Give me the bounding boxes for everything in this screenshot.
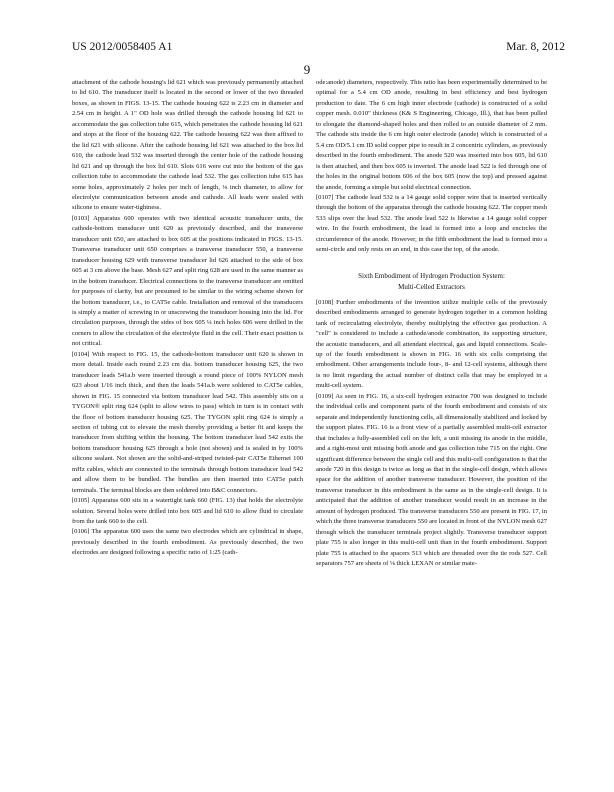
section-heading-line2: Multi-Celled Extractors — [398, 282, 465, 291]
paragraph-0108: [0108] Further embodiments of the invention utilize multiple cells of the previously described embodiments arranged to generate hydrogen together in a common holding tank of recirculating electrolyte, thereby multiplying the effective gas production. A "cell" is considered to include a cathode/anode combination, its supporting structure, the acoustic transducers, and all attendant electrical, gas and liquid connections. Scale-up of the fourth embodiment is shown in FIG. 16 with six cells comprising the embodiment. Other arrangements include four-, 8- and 12-cell systems, although there is no limit regarding the actual number of distinct cells that may be employed in a multi-cell system. — [316, 298, 547, 390]
paragraph-0105: [0105] Apparatus 600 sits in a watertight tank 660 (FIG. 13) that holds the electrolyte solution. Several holes were drilled into box 605 and lid 610 to allow fluid to circulate from the tank 660 to the cell. — [72, 497, 303, 526]
patent-number: US 2012/0058405 A1 — [72, 41, 173, 53]
paragraph-0109: [0109] As seen in FIG. 16, a six-cell hydrogen extractor 700 was designed to include the individual cells and component parts of the fourth embodiment and consists of six separate and independently functioning cells, all dimensionally stabilized and locked by the support plates. FIG. 16 is a front view of a partially assembled multi-cell extractor that includes a fully-assembled cell on the left, a unit missing its anode in the middle, and a right-most unit missing both anode and gas collection tube 715 on the right. One significant difference between the single cell and this multi-cell configuration is that the anode 720 in this design is twice as long as that in the single-cell design, which allows space for the addition of another transverse transducer. However, the position of the transverse transducer in this embodiment is the same as in the single-cell design. It is anticipated that the addition of another transducer would result in an increase in the amount of hydrogen produced. The transverse transducers 550 are present in FIG. 17, in which the three transverse transducers 550 are located in front of the NYLON mesh 627 through which the transducer terminals project slightly. Transverse transducer support plate 755 is also longer in this multi-cell unit than in the fourth embodiment. Support plate 755 is attached to the spacers 513 which are threaded over the tie rods 527. Cell separators 757 are sheets of ⅛ thick LEXAN or similar mate- — [316, 392, 547, 568]
left-column — [72, 78, 303, 559]
section-heading-line1: Sixth Embodiment of Hydrogen Production System: — [358, 271, 505, 280]
paragraph-0107: [0107] The cathode lead 532 is a 14 gauge solid copper wire that is inserted vertically through the bottom of the apparatus through the cathode housing 622. The copper mesh 533 slips over the lead 532. The anode lead 522 is likewise a 14 gauge solid copper wire. In the fourth embodiment, the lead is formed into a loop and encircles the circumference of the anode. However, in the fifth embodiment the lead is formed into a semi-circle and only rests on an end, in this case the top, of the anode. — [316, 193, 547, 254]
paragraph-0104: [0104] With respect to FIG. 15, the cathode-bottom transducer unit 620 is shown in more detail. Inside each round 2.23 cm dia. bottom transducer housing 625, the two transducer leads 541a.b were inserted through a round piece of 100% NYLON mesh 623 about 1/16 inch thick, and then the leads 541a.b were soldered to CAT5e cables, shown in FIG. 15 connected via bottom transducer lead 542. This assembly sits on a TYGON® split ring 624 (split to allow wires to pass) which in turn is in contact with the floor of bottom transducer housing 625. The TYGON split ring 624 is simply a section of tubing cut to elevate the mesh thereby providing a better fit and keeps the transducer from shifting within the housing. The bottom transducer lead 542 exits the bottom transducer housing 625 through a hole (not shown) and is sealed in by 100% silicone sealant. Not shown are the solid-and-striped twisted-pair CAT5e Ethernet 100 mHz cables, which are connected to the terminals through bottom transducer lead 542 and allow them to be bundled. The bundles are then inserted into CAT5e patch terminals. The terminal blocks are then soldered into B&C connectors. — [72, 350, 303, 494]
page-number: 9 — [303, 62, 311, 77]
paragraph-0103: [0103] Apparatus 600 operates with two identical acoustic transducer units, the cathode-bottom transducer unit 620 as previously described, and the transverse transducer unit 650, are attached to box 605 at the positions indicated in FIGS. 13-15. Transverse transducer unit 650 comprises a transverse transducer 550, a transverse transducer housing 629 with transverse transducer lid 626 attached to the side of box 605 at 3 cm above the base. Mesh 627 and split ring 628 are used in the same manner as in the bottom transducer. Electrical connections to the transverse transducer are omitted for purposes of clarity, but are presumed to be similar to the wiring scheme shown for the bottom transducer, i.e., to CAT5e cable. Installation and removal of the transducers is simply a matter of screwing in or unscrewing the transducer housing into the lid. For circulation purposes, through the sides of box 605 ¼ inch holes 606 were drilled in the corners to allow the circulation of the electrolyte fluid in the cell. Their exact position is not critical. — [72, 214, 303, 348]
publication-date: Mar. 8, 2012 — [506, 41, 565, 53]
right-column — [316, 78, 547, 569]
paragraph-continuation: attachment of the cathode housing's lid 621 which was previously permanently attached to lid 610. The transducer itself is located in the second or lower of the two threaded boxes, as shown in FIGS. 13-15. The cathode housing 622 is 2.23 cm in diameter and 2.54 cm in height. A 1" OD hole was drilled through the cathode housing lid 621 to accommodate the gas collection tube 615, which penetrates the cathode housing lid 621 and stops at the floor of the housing 622. The cathode housing 622 was then affixed to the lid 621 with silicone. After the cathode housing lid 621 was attached to the box lid 610, the cathode lead 532 was inserted through the center hole of the cathode housing lid 621 and up through the box lid 610. Slots 616 were cut into the bottom of the gas collection tube to accommodate the cathode lead 532. The gas collection tube 615 has some holes, approximately 2 holes per inch of length, ⅛ inch diameter, to allow for electrolyte communication between anode and cathode. All leads were sealed with silicone to ensure water-tightness. — [72, 79, 303, 212]
paragraph-continuation-right: ode:anode) diameters, respectively. This ratio has been experimentally determined to be optimal for a 5.4 cm OD anode, resulting in best efficiency and best hydrogen production to date. The 6 cm high inner electrode (cathode) is constructed of a solid copper mesh. 0.010" thickness (K& S Engineering, Chicago, Ill.), that has been pulled to elongate the diamond-shaped holes and then rolled to an outside diameter of 2 mm. The cathode sits inside the 6 cm high outer electrode (anode) which is constructed of a 5.4 cm OD/5.1 cm ID solid copper pipe to result in 2 concentric cylinders, as previously described in the fourth embodiment. The anode 520 was inserted into box 605, lid 610 is then attached, and then box 605 is inverted. The anode lead 522 is fed through one of the holes in the original bottom 606 of the box 605 (now the top) and pressed against the anode, forming a simple but solid electrical connection. — [316, 79, 547, 191]
paragraph-0106: [0106] The apparatus 600 uses the same two electrodes which are cylindrical in shape, previously described in the fourth embodiment. As previously described, the two electrodes are designed following a specific ratio of 1:25 (cath- — [72, 528, 303, 557]
section-heading — [316, 271, 547, 293]
